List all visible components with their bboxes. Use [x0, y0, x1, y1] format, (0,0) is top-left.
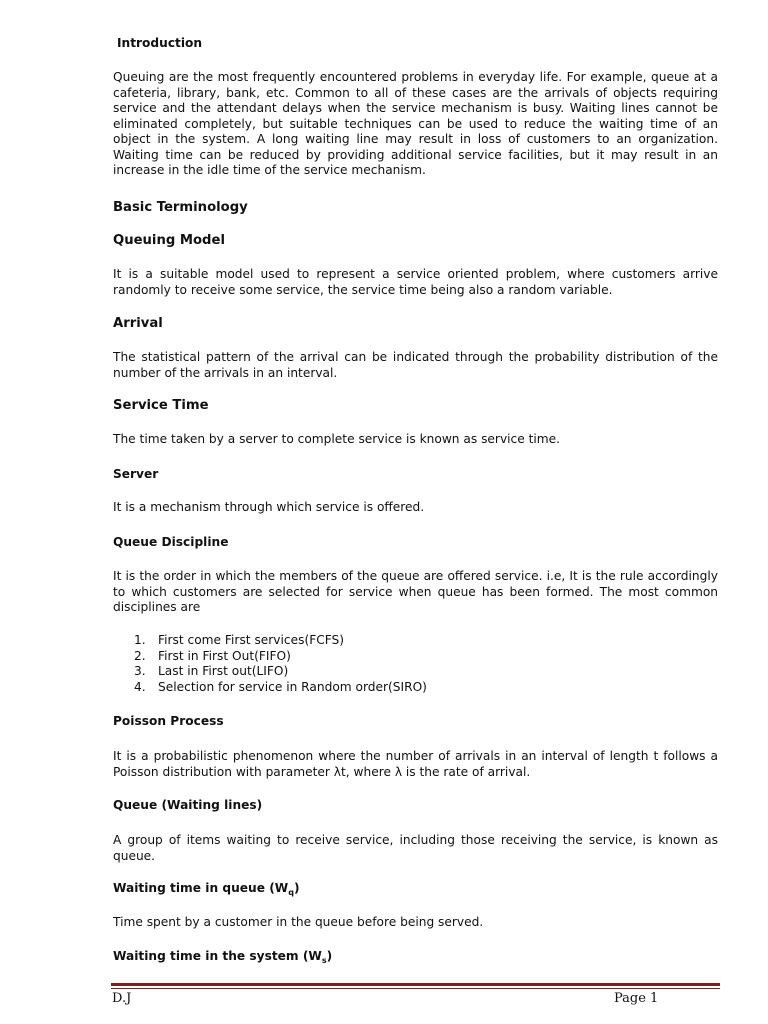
service-time-text: The time taken by a server to complete service is known as service time. [113, 432, 561, 446]
footer-rule-thick [111, 983, 720, 986]
ws-heading-end: ) [326, 949, 333, 963]
list-item-text: Selection for service in Random order(SIRO) [158, 679, 427, 694]
ws-heading-main: Waiting time in the system (W [113, 949, 322, 963]
basic-terminology-heading: Basic Terminology [113, 200, 248, 215]
list-item-number: 4. [134, 679, 146, 694]
wq-text: Time spent by a customer in the queue before being served. [113, 915, 484, 929]
queue-text: A group of items waiting to receive service, including those receiving the service, is known as queue. [113, 833, 718, 863]
list-item-number: 1. [134, 633, 146, 647]
queue-heading: Queue (Waiting lines) [113, 798, 263, 812]
ws-heading [113, 949, 332, 965]
footer-rule-thin [111, 988, 720, 989]
list-item-text: Last in First out(LIFO) [158, 664, 289, 678]
list-item-text: First in First Out(FIFO) [158, 648, 291, 663]
list-item [113, 633, 427, 649]
server-text: It is a mechanism through which service is offered. [113, 500, 425, 514]
ws-heading-subscript: s [321, 956, 327, 965]
intro-heading: Introduction [117, 36, 203, 50]
list-item-number: 2. [134, 648, 146, 663]
wq-heading-subscript: q [288, 888, 294, 897]
list-item-number: 3. [134, 664, 146, 678]
wq-heading [113, 881, 300, 897]
wq-heading-main: Waiting time in queue (W [113, 881, 289, 895]
list-item [113, 649, 427, 665]
queuing-model-text: It is a suitable model used to represent a service oriented problem, where customers arrive randomly to receive some service, the service time being also a random variable. [113, 267, 718, 297]
server-heading: Server [113, 467, 159, 481]
arrival-text: The statistical pattern of the arrival can be indicated through the probability distribution of the number of the arrivals in an interval. [113, 350, 718, 380]
queue-discipline-text: It is the order in which the members of the queue are offered service. i.e, It is the rule accordingly to which customers are selected for service when queue has been formed. The most common disciplines are [113, 569, 718, 614]
discipline-list [113, 633, 427, 695]
list-item [113, 680, 427, 696]
queuing-model-heading: Queuing Model [113, 233, 225, 248]
footer-author: D.J [112, 991, 132, 1006]
arrival-heading: Arrival [113, 316, 163, 331]
poisson-text: It is a probabilistic phenomenon where the number of arrivals in an interval of length t follows a Poisson distribution with parameter λt, where λ is the rate of arrival. [113, 749, 718, 779]
list-item-text: First come First services(FCFS) [158, 633, 345, 647]
wq-heading-end: ) [293, 881, 300, 895]
queue-discipline-heading: Queue Discipline [113, 535, 229, 549]
service-time-heading: Service Time [113, 398, 209, 413]
poisson-heading: Poisson Process [113, 714, 224, 728]
intro-paragraph: Queuing are the most frequently encountered problems in everyday life. For example, queue at a cafeteria, library, bank, etc. Common to all of these cases are the arrivals of objects requiring service and the attendant delays when the service mechanism is busy. Waiting lines cannot be eliminated completely, but suitable techniques can be used to reduce the waiting time of an object in the system. A long waiting line may result in loss of customers to an organization. Waiting time can be reduced by providing additional service facilities, but it may result in an increase in the idle time of the service mechanism. [113, 70, 718, 177]
footer-page-number: Page 1 [614, 991, 659, 1006]
list-item [113, 664, 427, 680]
